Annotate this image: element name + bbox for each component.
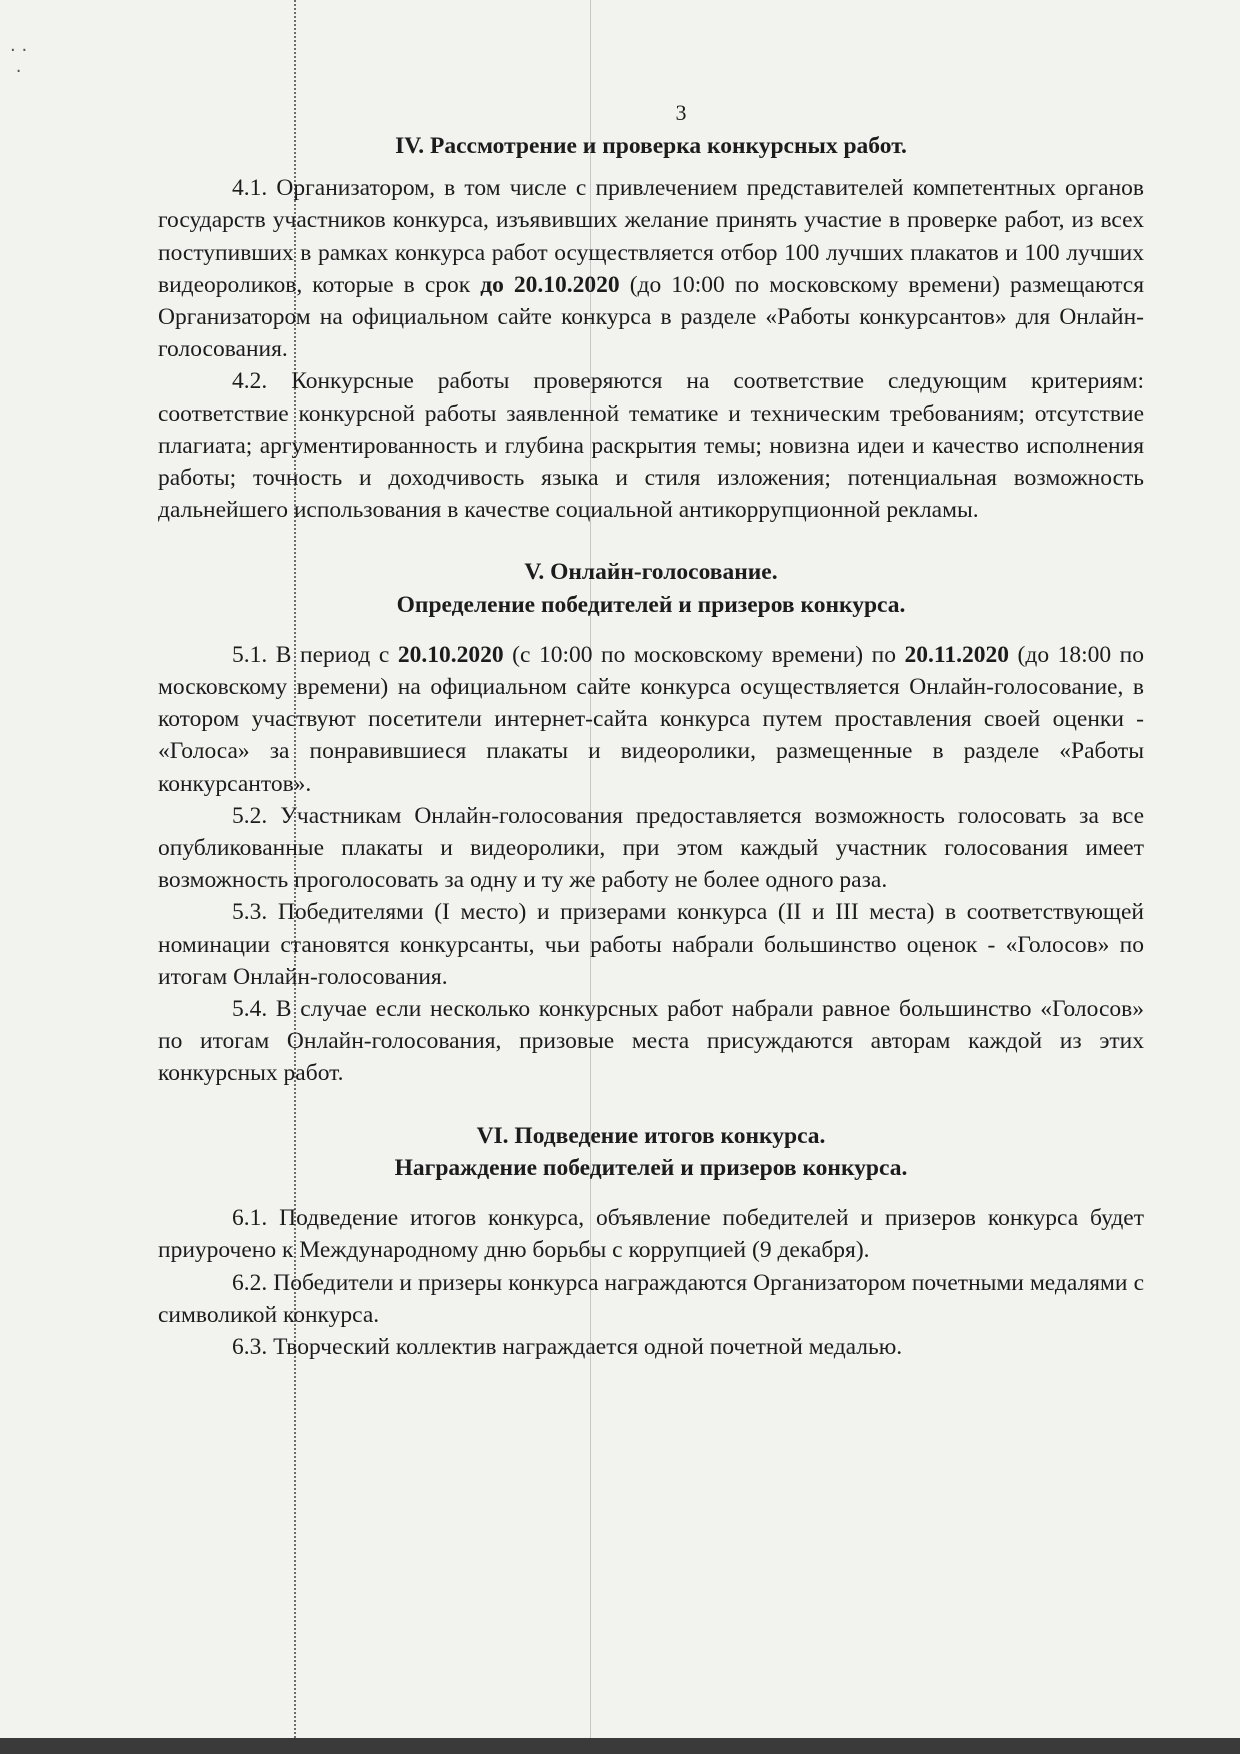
paragraph-6-2: 6.2. Победители и призеры конкурса награждаются Организатором почетными медалями с символикой конкурса. <box>158 1269 1144 1328</box>
section-6 <box>158 1120 1144 1363</box>
section-6-title-line1: VI. Подведение итогов конкурса. <box>476 1122 826 1149</box>
paragraph-6-1: 6.1. Подведение итогов конкурса, объявление победителей и призеров конкурса будет приурочено к Международному дню борьбы с коррупцией (9 декабря). <box>158 1205 1144 1264</box>
p51-text-a: 5.1. В период с <box>232 641 398 668</box>
p41-text-c: (до 10:00 по московскому времени) размещаются Организатором на официальном сайте конкурса в разделе «Работы конкурсантов» для Онлайн-голосования. <box>158 271 1145 363</box>
paragraph-5-4: 5.4. В случае если несколько конкурсных работ набрали равное большинство «Голосов» по итогам Онлайн-голосования, призовые места присуждаются авторам каждой из этих конкурсных работ. <box>158 996 1144 1087</box>
section-5-heading <box>158 556 1144 620</box>
section-6-title-line2: Награждение победителей и призеров конкурса. <box>394 1154 908 1181</box>
p51-start-date: 20.10.2020 <box>397 641 504 668</box>
p41-deadline: до 20.10.2020 <box>480 271 620 298</box>
section-5 <box>158 556 1144 1089</box>
p41-text-a: 4.1. Организатором, в том числе с привлечением представителей компетентных органов государств участников конкурса, изъявивших желание принять участие в проверке работ, из всех поступивших в рамках конкурса работ осуществляется отбор 100 лучших плакатов и 100 лучших видеороликов, которые в срок <box>158 175 1144 298</box>
paragraph-4-2: 4.2. Конкурсные работы проверяются на соответствие следующим критериям: соответствие конкурсной работы заявленной тематике и техническим требованиям; отсутствие плагиата; аргументированность и глубина раскрытия темы; новизна идеи и качество исполнения работы; точность и доходчивость языка и стиля изложения; потенциальная возможность дальнейшего использования в качестве социальной антикоррупционной рекламы. <box>158 368 1144 524</box>
paragraph-5-3: 5.3. Победителями (I место) и призерами конкурса (II и III места) в соответствующей номинации становятся конкурсанты, чьи работы набрали большинство оценок - «Голосов» по итогам Онлайн-голосования. <box>158 899 1144 990</box>
paragraph-6-3: 6.3. Творческий коллектив награждается одной почетной медалью. <box>232 1333 903 1360</box>
scan-specks: · · · <box>10 40 28 82</box>
page-number: 3 <box>675 100 687 125</box>
section-5-title-line2: Определение победителей и призеров конкурса. <box>396 591 906 618</box>
section-5-title-line1: V. Онлайн-голосование. <box>524 559 778 586</box>
paragraph-5-1 <box>158 639 1144 800</box>
scan-bottom-edge <box>0 1738 1240 1754</box>
section-6-heading <box>158 1120 1144 1184</box>
p51-text-e: (до 18:00 по московскому времени) на официальном сайте конкурса осуществляется Онлайн-голосование, в котором участвуют посетители интернет-сайта конкурса путем проставления своей оценки - «Голоса» за понравившиеся плакаты и видеоролики, размещенные в разделе «Работы конкурсантов». <box>158 641 1145 797</box>
section-4-title: IV. Рассмотрение и проверка конкурсных работ. <box>395 133 907 159</box>
paragraph-4-1 <box>158 172 1144 365</box>
p51-end-date: 20.11.2020 <box>904 641 1009 668</box>
section-4 <box>158 130 1144 526</box>
paragraph-5-2: 5.2. Участникам Онлайн-голосования предоставляется возможность голосовать за все опубликованные плакаты и видеоролики, при этом каждый участник голосования имеет возможность проголосовать за одну и ту же работу не более одного раза. <box>158 802 1144 894</box>
p51-text-c: (с 10:00 по московскому времени) по <box>503 641 905 668</box>
document-body <box>158 96 1144 1363</box>
